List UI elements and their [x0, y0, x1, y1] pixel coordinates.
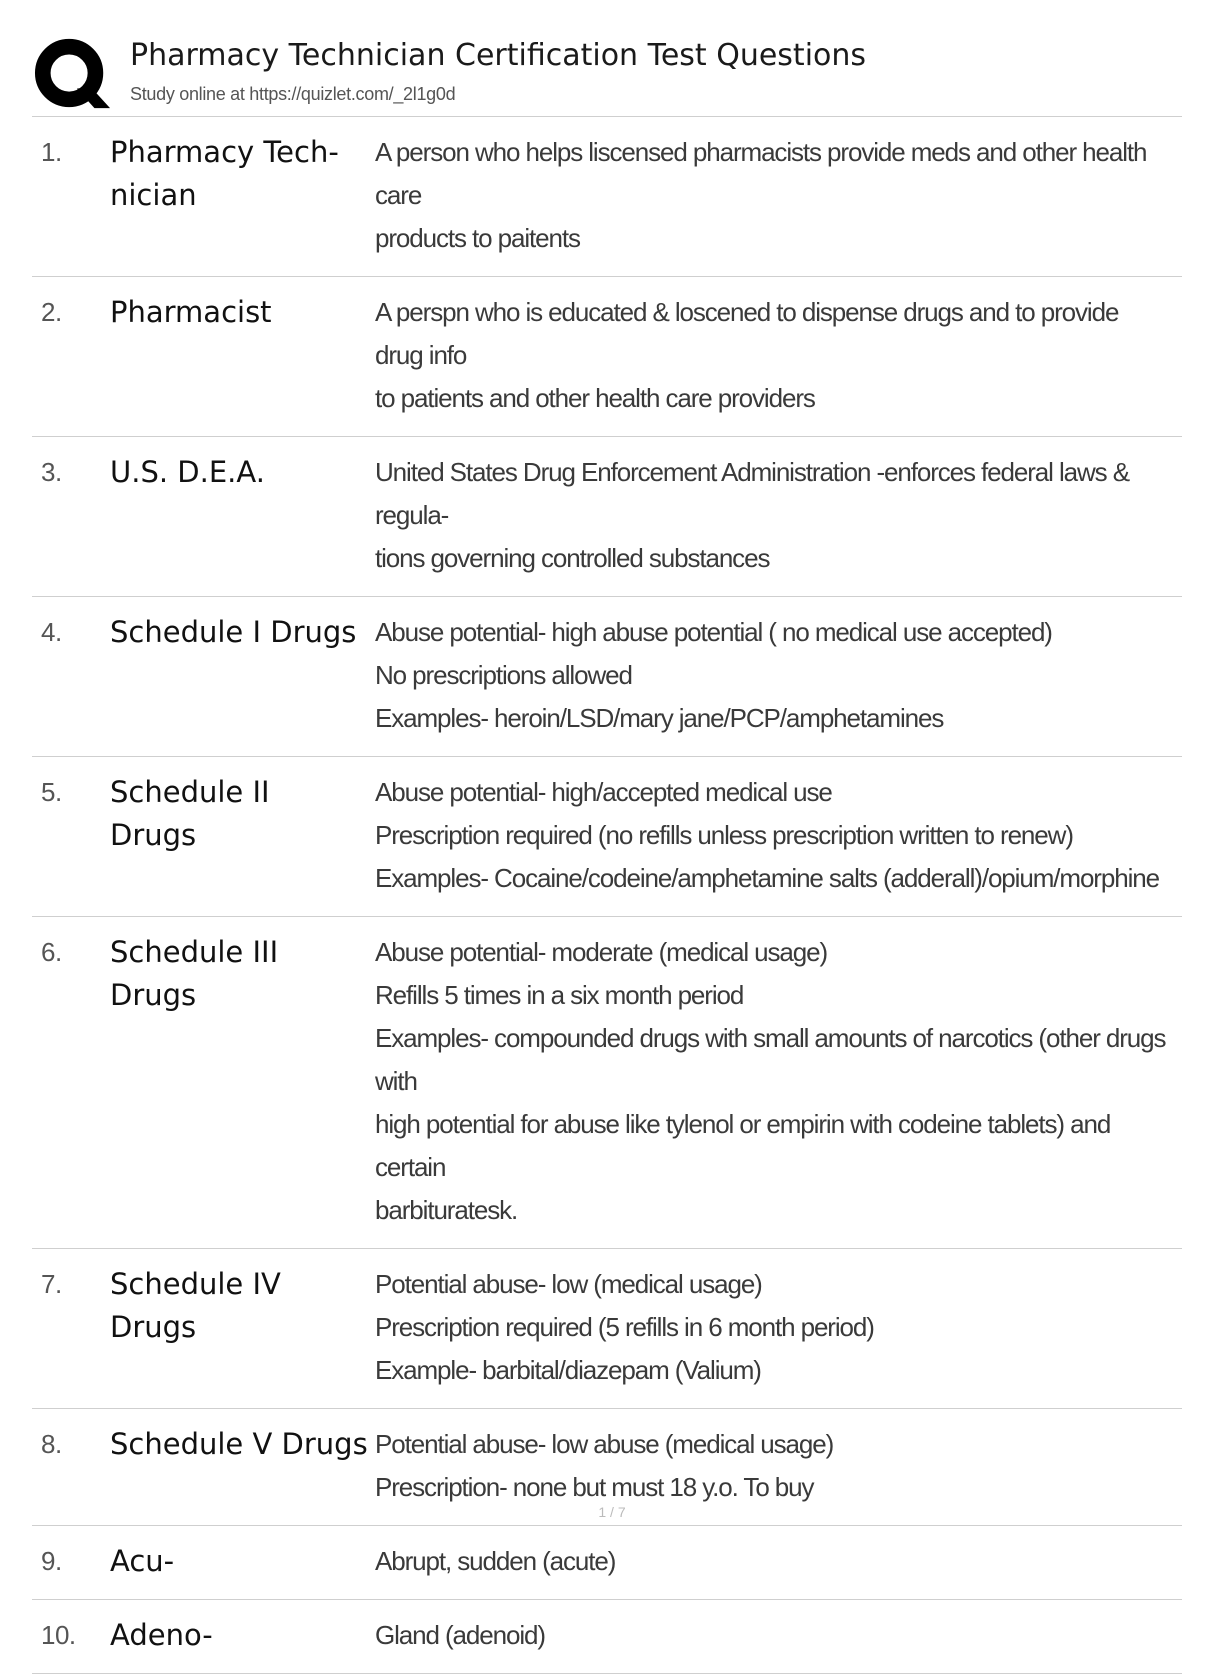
card-definition: Abuse potential- high/accepted medical use Prescription required (no refills unless prescription written to renew) Examples- Cocaine/codeine/amphetamine salts (adderall)/opium/morphine: [375, 777, 1159, 893]
card-term: Schedule III Drugs: [110, 935, 279, 1012]
card-number: 1.: [41, 137, 62, 167]
card-definition: Abrupt, sudden (acute): [375, 1546, 616, 1576]
flashcard-row: [32, 917, 1182, 1249]
card-definition: Gland (adenoid): [375, 1620, 545, 1650]
flashcard-row: [32, 437, 1182, 597]
card-term: Adeno-: [110, 1618, 213, 1652]
page-number: 1 / 7: [598, 1504, 626, 1520]
card-number: 7.: [41, 1269, 62, 1299]
card-number: 2.: [41, 297, 62, 327]
card-term: Schedule II Drugs: [110, 775, 270, 852]
card-number: 10.: [41, 1620, 76, 1650]
flashcard-row: [32, 1526, 1182, 1600]
flashcard-row: [32, 1600, 1182, 1674]
card-number: 8.: [41, 1429, 62, 1459]
card-term: Schedule V Drugs: [110, 1427, 368, 1461]
flashcard-list: [32, 117, 1182, 1674]
card-term: Pharmacy Tech- nician: [110, 135, 339, 212]
flashcard-row: [32, 277, 1182, 437]
card-definition: A person who helps liscensed pharmacists provide meds and other health care products to paitents: [375, 137, 1147, 253]
card-term: Schedule I Drugs: [110, 615, 357, 649]
flashcard-row: [32, 757, 1182, 917]
page-title: Pharmacy Technician Certification Test Questions: [130, 38, 867, 73]
flashcard-row: [32, 597, 1182, 757]
card-definition: United States Drug Enforcement Administration -enforces federal laws & regula- tions governing controlled substances: [375, 457, 1129, 573]
card-definition: Potential abuse- low (medical usage) Prescription required (5 refills in 6 month period) Example- barbital/diazepam (Valium): [375, 1269, 874, 1385]
card-number: 6.: [41, 937, 62, 967]
page-header: [32, 28, 1182, 116]
card-definition: A perspn who is educated & loscened to dispense drugs and to provide drug info to patients and other health care providers: [375, 297, 1119, 413]
card-number: 9.: [41, 1546, 62, 1576]
quizlet-q-logo-icon: [34, 36, 112, 114]
study-online-link[interactable]: Study online at https://quizlet.com/_2l1g0d: [130, 84, 456, 104]
card-definition: Potential abuse- low abuse (medical usage) Prescription- none but must 18 y.o. To buy: [375, 1429, 834, 1502]
card-number: 5.: [41, 777, 62, 807]
card-definition: Abuse potential- moderate (medical usage) Refills 5 times in a six month period Examples- compounded drugs with small amounts of narcotics (other drugs with high potential for abuse like tylenol or empirin with codeine tablets) and certain barbituratesk.: [375, 937, 1166, 1225]
card-term: Pharmacist: [110, 295, 272, 329]
card-number: 3.: [41, 457, 62, 487]
card-definition: Abuse potential- high abuse potential ( no medical use accepted) No prescriptions allowed Examples- heroin/LSD/mary jane/PCP/amphetamines: [375, 617, 1052, 733]
flashcard-row: [32, 117, 1182, 277]
card-term: Schedule IV Drugs: [110, 1267, 281, 1344]
flashcard-row: [32, 1249, 1182, 1409]
card-term: Acu-: [110, 1544, 175, 1578]
card-term: U.S. D.E.A.: [110, 455, 265, 489]
card-number: 4.: [41, 617, 62, 647]
